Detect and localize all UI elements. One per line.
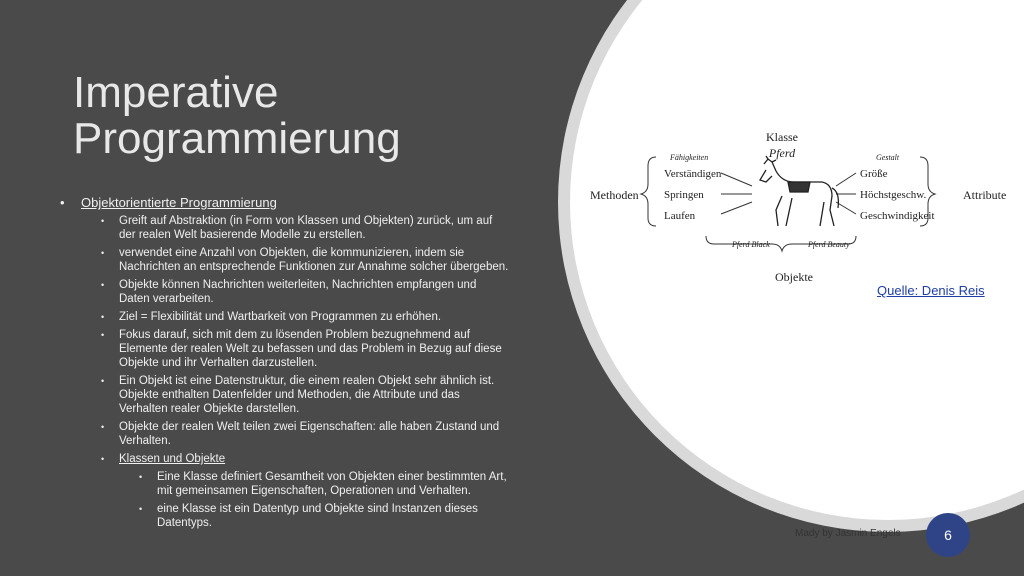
method-item: Verständigen bbox=[664, 168, 722, 180]
gestalt-label: Gestalt bbox=[876, 153, 900, 162]
bullet-level2: • Ein Objekt ist eine Datenstruktur, die einem realen Objekt sehr ähnlich ist. Objekte enthalten Datenfelder und Methoden, die Attribute und das Verhalten realer Objekte darstellen. bbox=[60, 374, 510, 416]
slide-title bbox=[73, 70, 523, 162]
attribute-item: Größe bbox=[860, 168, 888, 180]
footer-author: Mady by Jasmin Engels bbox=[795, 528, 901, 539]
bullet-level2: • verwendet eine Anzahl von Objekten, die kommunizieren, indem sie Nachrichten an entsprechende Funktionen zur Annahme solcher übergeben. bbox=[60, 246, 510, 274]
method-item: Laufen bbox=[664, 210, 696, 222]
pferd-label: Pferd bbox=[768, 146, 796, 160]
klasse-label: Klasse bbox=[766, 130, 798, 144]
attribute-item: Höchstgeschw. bbox=[860, 189, 927, 201]
source-link[interactable]: Quelle: Denis Reis bbox=[877, 283, 985, 298]
title-line-2: Programmierung bbox=[73, 114, 401, 163]
connector-line bbox=[836, 173, 856, 186]
attribute-item: Geschwindigkeit bbox=[860, 210, 935, 222]
title-line-1: Imperative bbox=[73, 68, 279, 117]
bullet-level2: • Ziel = Flexibilität und Wartbarkeit von Programmen zu erhöhen. bbox=[60, 310, 510, 324]
bullet-level2 bbox=[60, 452, 510, 466]
method-item: Springen bbox=[664, 189, 704, 201]
bullet-level2: • Fokus darauf, sich mit dem zu lösenden Problem bezugnehmend auf Elemente der realen Welt zu befassen und das Problem in Bezug auf diese Objekte und ihr Verhalten darzustellen. bbox=[60, 328, 510, 370]
bullet-level3: • eine Klasse ist ein Datentyp und Objekte sind Instanzen dieses Datentyps. bbox=[60, 502, 510, 530]
connector-line bbox=[721, 202, 752, 214]
horse-icon bbox=[760, 156, 838, 226]
bullet-level2: • Objekte können Nachrichten weiterleiten, Nachrichten empfangen und Daten verarbeiten. bbox=[60, 278, 510, 306]
bullet-level1 bbox=[60, 194, 510, 211]
left-brace bbox=[641, 157, 656, 226]
object-instance-label: Pferd Beauty bbox=[808, 240, 850, 249]
faehigkeiten-label: Fähigkeiten bbox=[670, 153, 709, 162]
bullet-level2: • Objekte der realen Welt teilen zwei Eigenschaften: alle haben Zustand und Verhalten. bbox=[60, 420, 510, 448]
bullet-level2: • Greift auf Abstraktion (in Form von Klassen und Objekten) zurück, um auf der realen Welt basierende Modelle zu erstellen. bbox=[60, 214, 510, 242]
methoden-label: Methoden bbox=[590, 188, 639, 202]
attribute-label: Attribute bbox=[963, 188, 1007, 202]
bullet-list bbox=[60, 194, 510, 530]
slide-content bbox=[60, 194, 510, 534]
bullet-subheading: Klassen und Objekte bbox=[119, 453, 226, 465]
bullet-heading: Objektorientierte Programmierung bbox=[81, 195, 277, 210]
class-diagram bbox=[586, 126, 1016, 286]
object-instance-label: Pferd Black bbox=[732, 240, 770, 249]
connector-line bbox=[721, 173, 752, 186]
page-number: 6 bbox=[944, 527, 952, 543]
bullet-level3: • Eine Klasse definiert Gesamtheit von Objekten einer bestimmten Art, mit gemeinsamen Eigenschaften, Operationen und Verhalten. bbox=[60, 470, 510, 498]
objekte-label: Objekte bbox=[775, 270, 813, 284]
page-number-badge bbox=[926, 513, 970, 557]
